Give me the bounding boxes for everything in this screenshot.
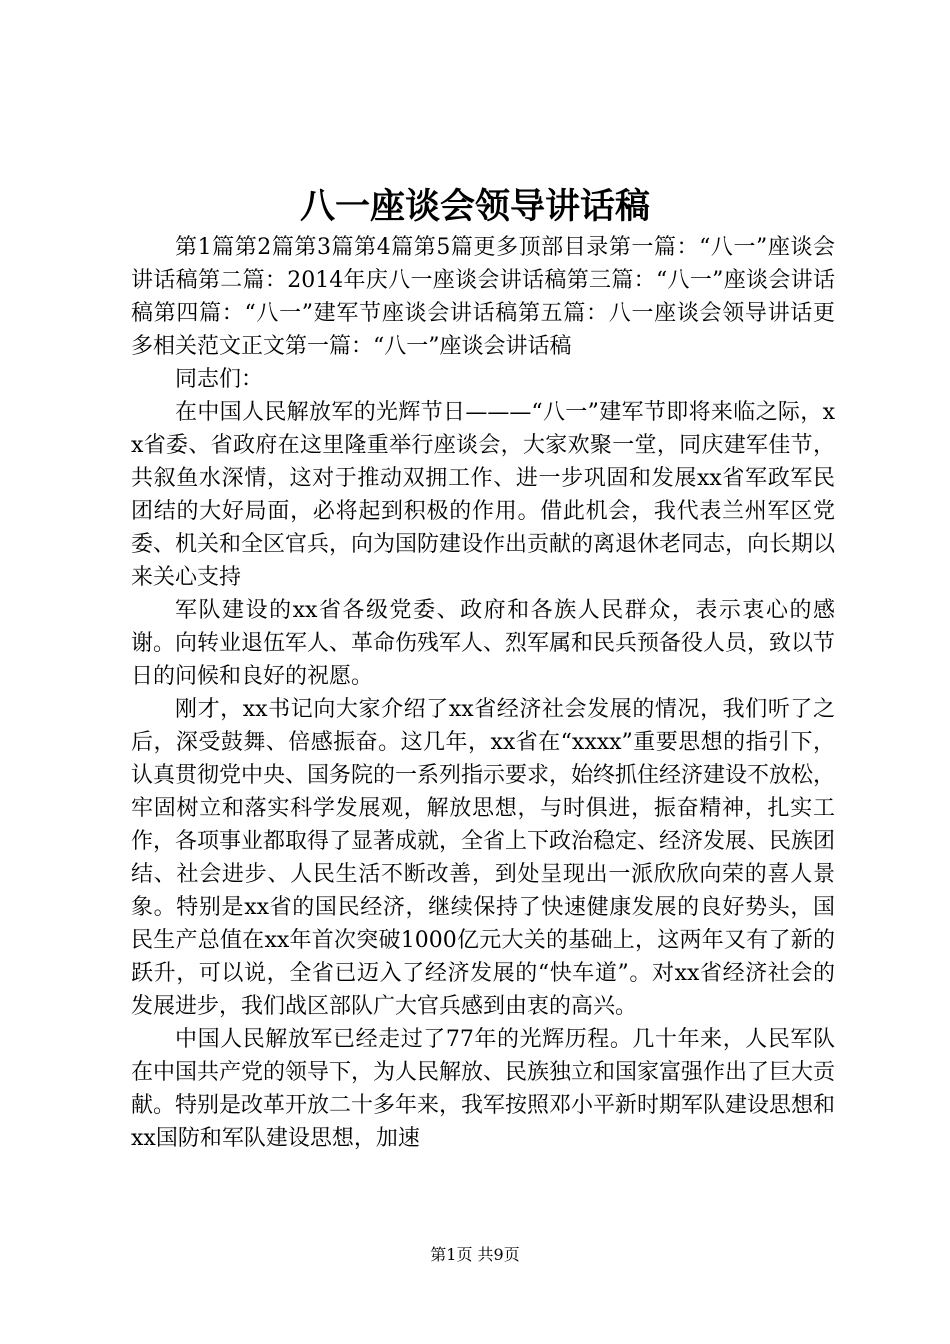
paragraph-body-1: 在中国人民解放军的光辉节日———“八一”建军节即将来临之际，xx省委、省政府在这里隆重举行座谈会，大家欢聚一堂，同庆建军佳节，共叙鱼水深情，这对于推动双拥工作、进一步巩固和发展xx省军政军民团结的大好局面，必将起到积极的作用。借此机会，我代表兰州军区党委、机关和全区官兵，向为国防建设作出贡献的离退休老同志，向长期以来关心支持 [131, 400, 836, 590]
paragraph-salutation: 同志们： [175, 367, 264, 392]
paragraph-body-4: 中国人民解放军已经走过了77年的光辉历程。几十年来，人民军队在中国共产党的领导下，为人民解放、民族独立和国家富强作出了巨大贡献。特别是改革开放二十多年来，我军按照邓小平新时期军队建设思想和xx国防和军队建设思想，加速 [131, 1027, 836, 1151]
paragraph-body-2: 军队建设的xx省各级党委、政府和各族人民群众，表示衷心的感谢。向转业退伍军人、革命伤残军人、烈军属和民兵预备役人员，致以节日的问候和良好的祝愿。 [131, 598, 836, 689]
paragraph-body-3: 刚才，xx书记向大家介绍了xx省经济社会发展的情况，我们听了之后，深受鼓舞、倍感振奋。这几年，xx省在“xxxx”重要思想的指引下，认真贯彻党中央、国务院的一系列指示要求，始终抓住经济建设不放松，牢固树立和落实科学发展观，解放思想，与时俱进，振奋精神，扎实工作，各项事业都取得了显著成就，全省上下政治稳定、经济发展、民族团结、社会进步、人民生活不断改善，到处呈现出一派欣欣向荣的喜人景象。特别是xx省的国民经济，继续保持了快速健康发展的良好势头，国民生产总值在xx年首次突破1000亿元大关的基础上，这两年又有了新的跃升，可以说，全省已迈入了经济发展的“快车道”。对xx省经济社会的发展进步，我们战区部队广大官兵感到由衷的高兴。 [131, 697, 836, 1019]
paragraph-table-of-contents: 第1篇第2篇第3篇第4篇第5篇更多顶部目录第一篇：“八一”座谈会讲话稿第二篇：2014年庆八一座谈会讲话稿第三篇：“八一”座谈会讲话稿第四篇：“八一”建军节座谈会讲话稿第五篇：八一座谈会领导讲话更多相关范文正文第一篇：“八一”座谈会讲话稿 [131, 235, 835, 359]
page-number-footer: 第1页 共9页 [430, 1245, 520, 1264]
document-title: 八一座谈会领导讲话稿 [299, 186, 650, 227]
document-body [131, 231, 835, 1155]
